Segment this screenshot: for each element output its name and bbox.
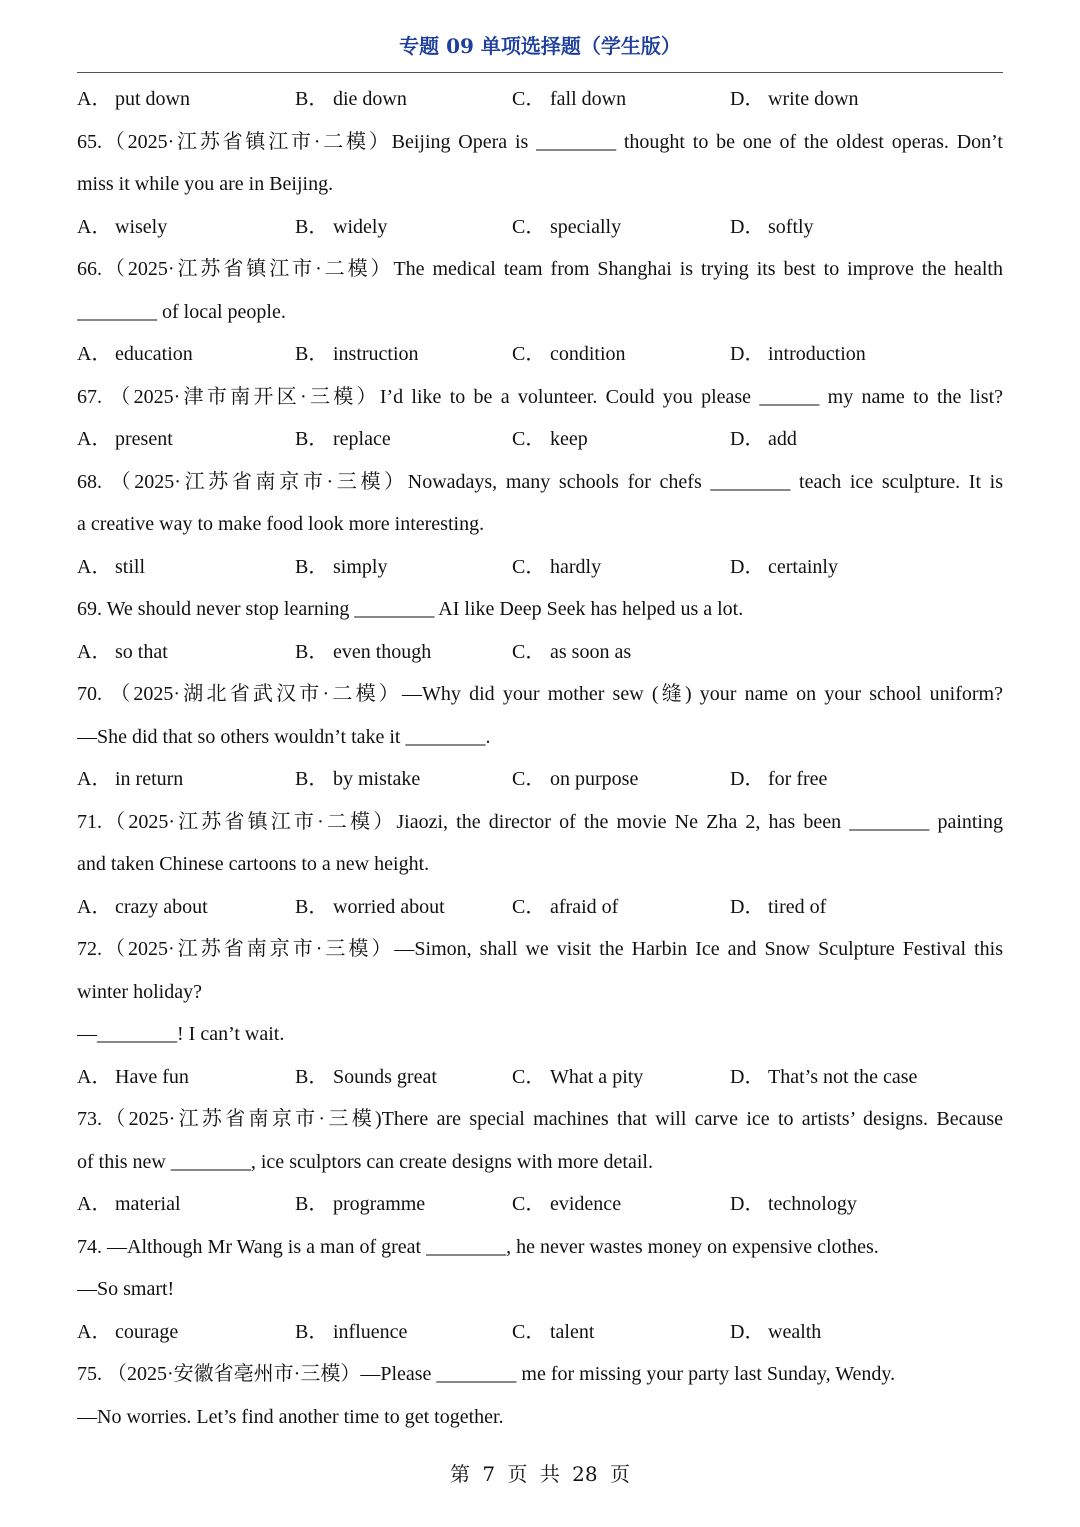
option-text: wealth bbox=[768, 1320, 822, 1343]
option-text: on purpose bbox=[550, 768, 639, 790]
option-text: simply bbox=[333, 555, 388, 578]
option-text: condition bbox=[550, 343, 626, 365]
question-text-line: 65.（2025·江苏省镇江市·二模）Beijing Opera is ________ thought to be one of the oldest operas. Don’t bbox=[77, 130, 1003, 153]
option-letter: B． bbox=[295, 768, 329, 790]
answer-option bbox=[512, 758, 638, 801]
answer-option bbox=[77, 631, 168, 674]
option-letter: A． bbox=[77, 1193, 112, 1215]
option-text: even though bbox=[333, 640, 432, 663]
question-text-line: 68. （2025·江苏省南京市·三模）Nowadays, many schools for chefs ________ teach ice sculpture. It is bbox=[77, 470, 1003, 493]
answer-option bbox=[295, 631, 431, 674]
option-text: widely bbox=[333, 215, 388, 238]
question-text-line: —No worries. Let’s find another time to get together. bbox=[77, 1405, 504, 1428]
option-text: by mistake bbox=[333, 768, 421, 790]
option-letter: D． bbox=[730, 1065, 765, 1088]
option-letter: A． bbox=[77, 640, 112, 663]
option-letter: A． bbox=[77, 555, 112, 578]
option-text: evidence bbox=[550, 1193, 622, 1215]
option-text: add bbox=[768, 428, 797, 450]
option-text: certainly bbox=[768, 555, 838, 578]
option-text: so that bbox=[115, 640, 168, 663]
option-text: material bbox=[115, 1193, 181, 1215]
question-text-line: 70. （2025·湖北省武汉市·二模）—Why did your mother sew (缝) your name on your school uniform? bbox=[77, 683, 1003, 705]
option-text: present bbox=[115, 428, 173, 450]
option-letter: B． bbox=[295, 1065, 329, 1088]
question-text-line: 69. We should never stop learning ________ AI like Deep Seek has helped us a lot. bbox=[77, 598, 744, 620]
option-letter: B． bbox=[295, 895, 329, 918]
answer-option bbox=[512, 418, 588, 461]
answer-option bbox=[77, 78, 190, 121]
answer-options-row bbox=[77, 78, 1003, 121]
question-text-line: —She did that so others wouldn’t take it ________. bbox=[77, 725, 491, 748]
answer-option bbox=[295, 1183, 425, 1226]
page-header-title: 专题 09 单项选择题（学生版） bbox=[399, 34, 681, 58]
option-text: fall down bbox=[550, 88, 627, 110]
option-letter: C． bbox=[512, 768, 546, 790]
answer-option bbox=[730, 333, 866, 376]
question-text-line: —So smart! bbox=[77, 1278, 175, 1300]
answer-option bbox=[730, 1311, 821, 1354]
option-letter: B． bbox=[295, 555, 329, 578]
option-letter: C． bbox=[512, 343, 546, 365]
option-text: hardly bbox=[550, 555, 602, 578]
question-text-line: 66.（2025·江苏省镇江市·二模）The medical team from Shanghai is trying its best to improve the health bbox=[77, 258, 1003, 280]
answer-option bbox=[77, 546, 145, 589]
question-text-line: 73.（2025·江苏省南京市·三模)There are special machines that will carve ice to artists’ designs. Because bbox=[77, 1108, 1003, 1130]
answer-options-row bbox=[77, 333, 1003, 376]
header-divider bbox=[77, 72, 1003, 73]
answer-option bbox=[512, 1311, 594, 1354]
option-letter: D． bbox=[730, 428, 765, 450]
answer-option bbox=[730, 886, 826, 929]
option-letter: A． bbox=[77, 1065, 112, 1088]
answer-option bbox=[730, 206, 814, 249]
option-letter: C． bbox=[512, 895, 546, 918]
answer-option bbox=[512, 886, 618, 929]
answer-option bbox=[77, 206, 167, 249]
option-letter: A． bbox=[77, 1320, 112, 1343]
option-letter: D． bbox=[730, 768, 765, 790]
option-text: wisely bbox=[115, 215, 168, 238]
answer-option bbox=[512, 333, 626, 376]
option-letter: C． bbox=[512, 1193, 546, 1215]
answer-options-row bbox=[77, 206, 1003, 249]
answer-options-row bbox=[77, 1311, 1003, 1354]
answer-option bbox=[512, 631, 631, 674]
option-text: influence bbox=[333, 1320, 408, 1343]
answer-option bbox=[730, 546, 838, 589]
answer-option bbox=[512, 1056, 643, 1099]
option-text: afraid of bbox=[550, 895, 619, 918]
answer-option bbox=[295, 886, 445, 929]
option-text: talent bbox=[550, 1320, 595, 1343]
answer-options-row bbox=[77, 758, 1003, 801]
option-letter: D． bbox=[730, 1320, 765, 1343]
answer-option bbox=[730, 418, 797, 461]
answer-option bbox=[512, 206, 621, 249]
option-text: softly bbox=[768, 215, 814, 238]
answer-options-row bbox=[77, 546, 1003, 589]
option-letter: A． bbox=[77, 895, 112, 918]
answer-option bbox=[295, 333, 419, 376]
option-letter: C． bbox=[512, 1320, 546, 1343]
answer-option bbox=[512, 546, 601, 589]
answer-option bbox=[295, 1056, 437, 1099]
option-letter: D． bbox=[730, 88, 765, 110]
answer-option bbox=[77, 1056, 189, 1099]
option-letter: D． bbox=[730, 343, 765, 365]
answer-option bbox=[512, 1183, 621, 1226]
option-letter: D． bbox=[730, 1193, 765, 1215]
question-text-line: 75. （2025·安徽省亳州市·三模）—Please ________ me for missing your party last Sunday, Wendy. bbox=[77, 1363, 896, 1385]
option-letter: B． bbox=[295, 88, 329, 110]
option-letter: A． bbox=[77, 343, 112, 365]
option-letter: A． bbox=[77, 768, 112, 790]
question-text-line: winter holiday? bbox=[77, 980, 202, 1003]
answer-options-row bbox=[77, 631, 1003, 674]
option-text: That’s not the case bbox=[768, 1065, 918, 1088]
answer-option bbox=[295, 1311, 407, 1354]
option-letter: D． bbox=[730, 555, 765, 578]
option-letter: C． bbox=[512, 428, 546, 450]
answer-option bbox=[295, 206, 387, 249]
option-text: crazy about bbox=[115, 895, 208, 918]
question-text-line: miss it while you are in Beijing. bbox=[77, 173, 334, 195]
option-text: What a pity bbox=[550, 1065, 644, 1088]
option-text: replace bbox=[333, 428, 391, 450]
option-letter: C． bbox=[512, 88, 546, 110]
option-letter: A． bbox=[77, 215, 112, 238]
option-text: write down bbox=[768, 88, 859, 110]
answer-option bbox=[77, 1183, 181, 1226]
option-text: keep bbox=[550, 428, 588, 450]
option-letter: D． bbox=[730, 895, 765, 918]
option-letter: A． bbox=[77, 428, 112, 450]
option-letter: A． bbox=[77, 88, 112, 110]
option-letter: D． bbox=[730, 215, 765, 238]
option-text: Have fun bbox=[115, 1065, 189, 1088]
option-text: as soon as bbox=[550, 640, 632, 663]
answer-option bbox=[730, 758, 827, 801]
answer-option bbox=[730, 1183, 857, 1226]
question-text-line: 67. （2025·津市南开区·三模）I’d like to be a volunteer. Could you please ______ my name to the list? bbox=[77, 385, 1003, 408]
answer-option bbox=[77, 1311, 178, 1354]
answer-option bbox=[77, 886, 208, 929]
option-text: tired of bbox=[768, 895, 827, 918]
option-text: die down bbox=[333, 88, 407, 110]
option-text: worried about bbox=[333, 895, 445, 918]
option-text: for free bbox=[768, 768, 828, 790]
option-letter: B． bbox=[295, 343, 329, 365]
option-text: put down bbox=[115, 88, 190, 110]
option-letter: B． bbox=[295, 215, 329, 238]
option-text: instruction bbox=[333, 343, 419, 365]
option-letter: C． bbox=[512, 640, 546, 663]
option-text: programme bbox=[333, 1193, 426, 1215]
question-text-line: a creative way to make food look more interesting. bbox=[77, 513, 485, 535]
option-letter: C． bbox=[512, 215, 546, 238]
question-text-line: and taken Chinese cartoons to a new height. bbox=[77, 853, 430, 875]
option-text: education bbox=[115, 343, 193, 365]
answer-option bbox=[77, 333, 193, 376]
answer-option bbox=[295, 78, 407, 121]
answer-option bbox=[77, 418, 173, 461]
question-text-line: 74. —Although Mr Wang is a man of great ________, he never wastes money on expensive clothes. bbox=[77, 1235, 879, 1258]
question-text-line: 72.（2025·江苏省南京市·三模）—Simon, shall we visit the Harbin Ice and Snow Sculpture Festival this bbox=[77, 938, 1003, 960]
option-text: Sounds great bbox=[333, 1065, 437, 1088]
option-letter: C． bbox=[512, 1065, 546, 1088]
question-text-line: —________! I can’t wait. bbox=[77, 1023, 285, 1045]
option-text: introduction bbox=[768, 343, 866, 365]
option-letter: B． bbox=[295, 1193, 329, 1215]
question-text-line: of this new ________, ice sculptors can create designs with more detail. bbox=[77, 1150, 653, 1173]
option-text: in return bbox=[115, 768, 184, 790]
question-text-line: 71.（2025·江苏省镇江市·二模）Jiaozi, the director of the movie Ne Zha 2, has been ________ painting bbox=[77, 810, 1003, 833]
answer-option bbox=[730, 1056, 917, 1099]
option-letter: B． bbox=[295, 1320, 329, 1343]
option-letter: B． bbox=[295, 428, 329, 450]
option-letter: B． bbox=[295, 640, 329, 663]
option-text: specially bbox=[550, 215, 622, 238]
answer-options-row bbox=[77, 418, 1003, 461]
option-letter: C． bbox=[512, 555, 546, 578]
answer-option bbox=[512, 78, 626, 121]
answer-option bbox=[295, 758, 420, 801]
answer-option bbox=[730, 78, 859, 121]
option-text: still bbox=[115, 555, 146, 578]
answer-option bbox=[77, 758, 183, 801]
answer-options-row bbox=[77, 886, 1003, 929]
option-text: courage bbox=[115, 1320, 179, 1343]
answer-option bbox=[295, 418, 391, 461]
answer-options-row bbox=[77, 1056, 1003, 1099]
question-content bbox=[77, 78, 1003, 1438]
question-text-line: ________ of local people. bbox=[77, 300, 286, 323]
answer-options-row bbox=[77, 1183, 1003, 1226]
page-number: 第 7 页 共 28 页 bbox=[450, 1462, 630, 1486]
option-text: technology bbox=[768, 1193, 857, 1215]
answer-option bbox=[295, 546, 387, 589]
